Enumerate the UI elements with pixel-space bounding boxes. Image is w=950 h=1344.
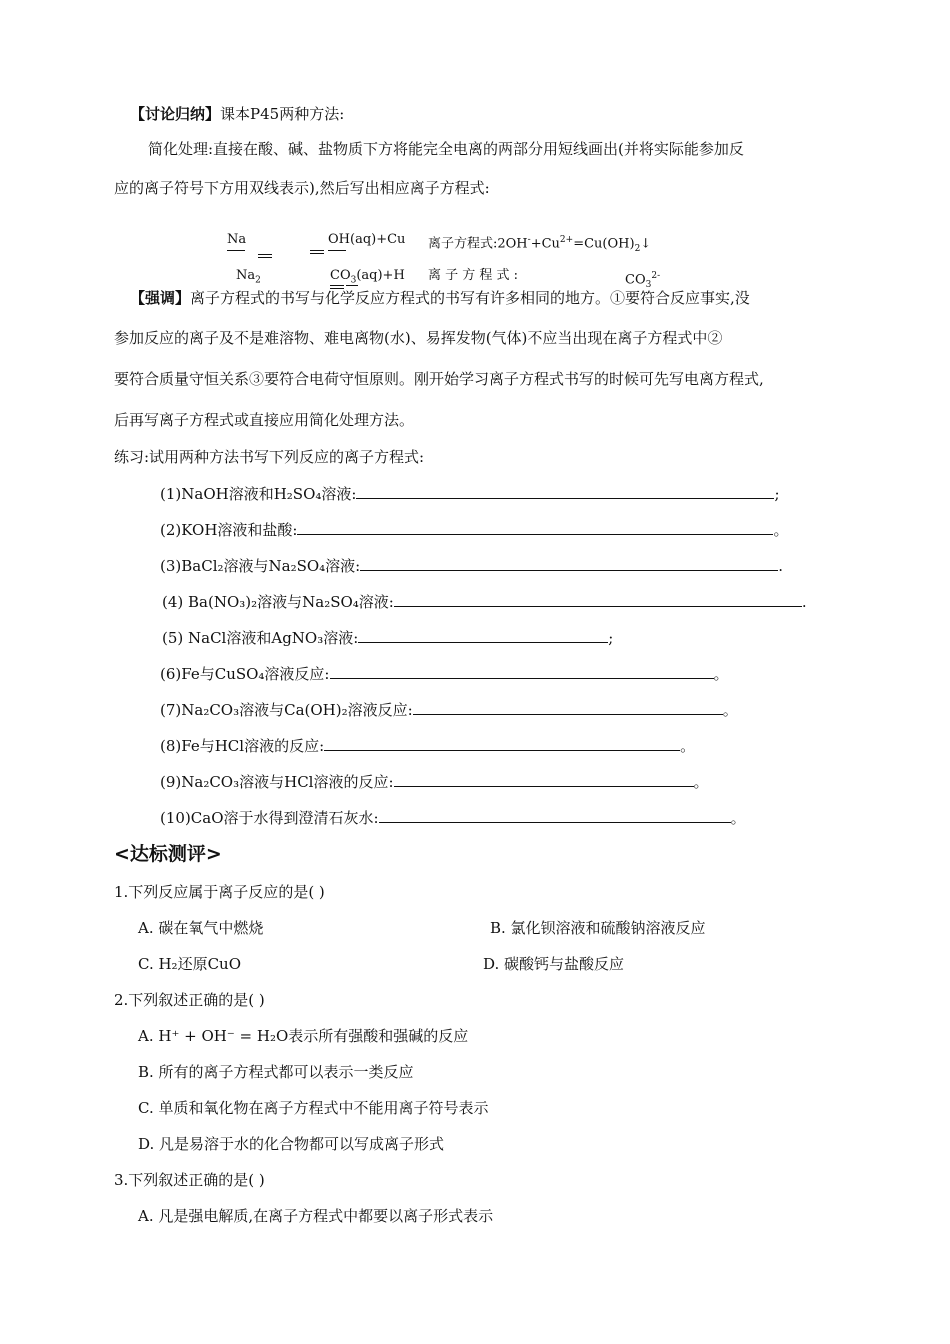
emphasis-line-3: 要符合质量守恒关系③要符合电荷守恒原则。刚开始学习离子方程式书写的时候可先写电离方程式, — [114, 370, 764, 388]
answer-blank[interactable] — [324, 735, 680, 751]
eq-underline — [346, 285, 358, 286]
practice-item-end: ; — [608, 629, 614, 647]
question-2-stem: 2.下列叙述正确的是( ) — [114, 991, 265, 1009]
practice-item — [160, 699, 738, 720]
eq-row1-mid: OH(aq)+Cu — [328, 232, 406, 247]
discussion-line-2: 简化处理:直接在酸、碱、盐物质下方将能完全电离的两部分用短线画出(并将实际能参加反 — [148, 140, 744, 158]
question-1-option-a[interactable]: A. 碳在氧气中燃烧 — [138, 919, 264, 937]
emphasis-text: 离子方程式的书写与化学反应方程式的书写有许多相同的地方。①要符合反应事实,没 — [190, 289, 750, 307]
emphasis-line-4: 后再写离子方程式或直接应用简化处理方法。 — [114, 411, 415, 429]
eq-text: CO — [330, 268, 351, 283]
answer-blank[interactable] — [297, 519, 773, 535]
eq-text: +Cu — [530, 236, 560, 252]
practice-item — [160, 771, 709, 792]
practice-item-end: 。 — [693, 773, 709, 791]
emphasis-tag: 【强调】 — [130, 289, 191, 307]
question-2-option-b[interactable]: B. 所有的离子方程式都可以表示一类反应 — [138, 1063, 414, 1081]
practice-item-end: 。 — [713, 665, 729, 683]
answer-blank[interactable] — [358, 627, 608, 643]
practice-item-end: . — [801, 593, 807, 611]
practice-item — [160, 735, 695, 756]
question-1-option-b[interactable]: B. 氯化钡溶液和硫酸钠溶液反应 — [490, 919, 706, 937]
emphasis-line-1 — [130, 288, 750, 308]
emphasis-line-2: 参加反应的离子及不是难溶物、难电离物(水)、易挥发物(气体)不应当出现在离子方程式中② — [114, 329, 723, 347]
eq-row1-left: Na — [227, 232, 247, 247]
eq-row1-ionic — [428, 232, 651, 257]
question-1-option-d[interactable]: D. 碳酸钙与盐酸反应 — [483, 955, 625, 973]
eq-underline — [227, 250, 245, 251]
practice-item-label: (5) NaCl溶液和AgNO₃溶液: — [162, 629, 359, 647]
answer-blank[interactable] — [330, 663, 714, 679]
answer-blank[interactable] — [394, 591, 802, 607]
practice-item-end: 。 — [730, 809, 746, 827]
eq-row2-left — [236, 268, 261, 289]
practice-item — [160, 483, 780, 504]
eq-sup: - — [527, 235, 531, 245]
eq-sub: 2 — [255, 275, 261, 286]
practice-item — [160, 519, 789, 540]
discussion-line-3: 应的离子符号下方用双线表示),然后写出相应离子方程式: — [114, 179, 490, 197]
eq-text: CO — [625, 272, 646, 288]
question-2-option-c[interactable]: C. 单质和氧化物在离子方程式中不能用离子符号表示 — [138, 1099, 489, 1117]
practice-item — [162, 591, 807, 612]
practice-item-end: 。 — [722, 701, 738, 719]
practice-item-label: (3)BaCl₂溶液与Na₂SO₄溶液: — [160, 557, 361, 575]
question-2-option-d[interactable]: D. 凡是易溶于水的化合物都可以写成离子形式 — [138, 1135, 445, 1153]
practice-item — [160, 663, 729, 684]
precipitate-arrow-icon: ↓ — [640, 236, 652, 252]
question-3-option-a[interactable]: A. 凡是强电解质,在离子方程式中都要以离子形式表示 — [138, 1207, 494, 1225]
practice-item-label: (4) Ba(NO₃)₂溶液与Na₂SO₄溶液: — [162, 593, 394, 611]
answer-blank[interactable] — [394, 771, 694, 787]
eq-sup: 2- — [651, 271, 661, 281]
eq-sub: 3 — [645, 279, 652, 290]
practice-intro: 练习:试用两种方法书写下列反应的离子方程式: — [114, 448, 425, 466]
eq-sub: 3 — [350, 275, 357, 286]
practice-item-end: . — [778, 557, 784, 575]
question-1-stem: 1.下列反应属于离子反应的是( ) — [114, 883, 325, 901]
eq-text: =Cu(OH) — [573, 236, 635, 252]
practice-item-label: (7)Na₂CO₃溶液与Ca(OH)₂溶液反应: — [160, 701, 413, 719]
practice-item-label: (10)CaO溶于水得到澄清石灰水: — [160, 809, 379, 827]
practice-item-label: (2)KOH溶液和盐酸: — [160, 521, 298, 539]
eq-double-line — [258, 254, 272, 258]
practice-item-label: (1)NaOH溶液和H₂SO₄溶液: — [160, 485, 357, 503]
eq-row2-label: 离 子 方 程 式 : — [428, 268, 519, 283]
practice-item — [160, 807, 746, 828]
discussion-text: 课本P45两种方法: — [220, 105, 345, 123]
eq-row1-label: 离子方程式:2OH — [428, 236, 528, 252]
answer-blank[interactable] — [356, 483, 774, 499]
practice-item-label: (6)Fe与CuSO₄溶液反应: — [160, 665, 330, 683]
eq-underline — [328, 250, 346, 251]
practice-item-end: 。 — [680, 737, 696, 755]
answer-blank[interactable] — [413, 699, 723, 715]
eq-double-line — [310, 250, 324, 254]
answer-blank[interactable] — [379, 807, 731, 823]
practice-item-label: (9)Na₂CO₃溶液与HCl溶液的反应: — [160, 773, 394, 791]
discussion-tag: 【讨论归纳】 — [130, 105, 221, 123]
answer-blank[interactable] — [360, 555, 778, 571]
eq-text: Na — [236, 268, 256, 283]
eq-sub: 2 — [634, 243, 641, 254]
practice-item-end: 。 — [773, 521, 789, 539]
practice-item — [162, 627, 613, 648]
practice-item-end: ; — [774, 485, 780, 503]
eq-text: (aq)+H — [356, 268, 405, 283]
practice-item — [160, 555, 783, 576]
eq-sup: 2+ — [559, 235, 574, 245]
practice-item-label: (8)Fe与HCl溶液的反应: — [160, 737, 325, 755]
assessment-heading: <达标测评> — [114, 843, 222, 865]
question-3-stem: 3.下列叙述正确的是( ) — [114, 1171, 265, 1189]
question-2-option-a[interactable]: A. H⁺ + OH⁻ = H₂O表示所有强酸和强碱的反应 — [138, 1027, 469, 1045]
question-1-option-c[interactable]: C. H₂还原CuO — [138, 955, 242, 973]
discussion-line — [130, 104, 344, 124]
